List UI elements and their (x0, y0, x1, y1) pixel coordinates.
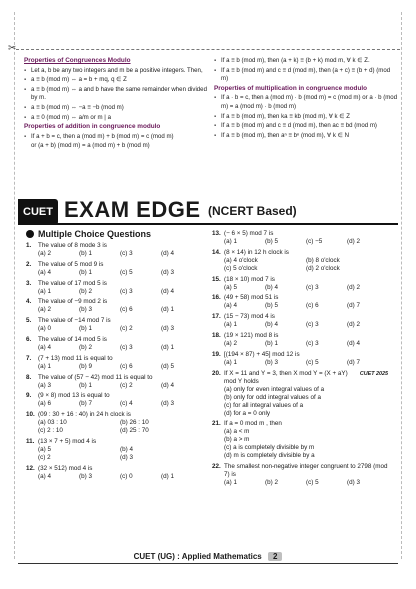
options-row (26, 325, 202, 333)
question-item (212, 351, 388, 367)
options-row (212, 428, 388, 460)
answer-option[interactable]: (d) 7 (347, 358, 360, 366)
answer-option[interactable]: (c) 2 (38, 453, 51, 461)
answer-option[interactable]: (a) 0 (38, 325, 51, 333)
property-item: ▪ a ≡ 0 (mod m) ⇔ a/m or m | a (24, 114, 208, 123)
answer-option[interactable]: (d) 3 (347, 479, 360, 487)
answer-option[interactable]: (a) 4 (224, 302, 237, 310)
answer-option[interactable]: (a) 4 (38, 343, 51, 351)
answer-option[interactable]: (a) 5 (224, 283, 237, 291)
question-item (212, 294, 388, 310)
answer-option[interactable]: (d) 2 (347, 283, 360, 291)
options-row (212, 238, 388, 246)
answer-option[interactable]: (c) 5 (120, 268, 133, 276)
answer-option[interactable]: (b) 1 (79, 325, 92, 333)
options-row (26, 306, 202, 314)
answer-option[interactable]: (d) m is completely divisible by a (224, 452, 315, 460)
question-stem (212, 463, 388, 479)
question-text: The value of 5 mod 9 is (38, 260, 104, 268)
property-item: ▪ If a ≡ b (mod m) and c ≡ d (mod m), then ac ≡ bd (mod m) (214, 122, 398, 131)
answer-option[interactable]: (a) 1 (224, 238, 237, 245)
answer-option[interactable]: (d) 4 (161, 381, 174, 389)
question-text: The smallest non-negative integer congruent to 2798 (mod 7) is (224, 463, 388, 479)
answer-option[interactable]: (d) 7 (347, 302, 360, 310)
question-stem (26, 374, 202, 382)
options-row (26, 288, 202, 296)
answer-option[interactable]: (c) 6 (120, 306, 133, 314)
page-number: 2 (268, 552, 282, 561)
property-item: ▪ If a ≡ b (mod m), then ka ≡ kb (mod m), ∀ k ∈ Z (214, 113, 398, 122)
addition-property: ▪ If a + b = c, then a (mod m) + b (mod m) = c (mod m) (24, 133, 208, 142)
congruence-heading: Properties of Congruences Modulo (24, 57, 131, 64)
answer-option[interactable]: (d) 4 (161, 287, 174, 295)
answer-option[interactable]: (a) 3 (38, 381, 51, 389)
answer-option[interactable]: (a) 6 (38, 400, 51, 408)
question-stem (26, 392, 202, 400)
answer-option[interactable]: (c) for all integral values of a (224, 401, 304, 409)
answer-option[interactable]: (a) 4 o'clock (224, 256, 258, 264)
question-item (26, 242, 202, 258)
questions-left-column (26, 230, 202, 484)
question-text: The value of (57 − 42) mod 11 is equal to (38, 373, 153, 381)
question-number: 17. (212, 313, 221, 321)
question-stem (212, 249, 388, 257)
answer-option[interactable]: (a) 2 (224, 339, 237, 347)
answer-option[interactable]: (d) for a = 0 only (224, 409, 271, 417)
question-item (26, 317, 202, 333)
answer-option[interactable]: (a) 1 (38, 287, 51, 295)
answer-option[interactable]: (b) 1 (79, 268, 92, 276)
answer-option[interactable]: (a) 1 (224, 321, 237, 329)
property-item: ▪ If a ≡ b (mod m) and c ≡ d (mod m), then (a + c) ≡ (b + d) (mod m) (214, 67, 398, 84)
section-bullet-icon (26, 230, 34, 238)
answer-option[interactable]: (b) 5 (265, 238, 278, 245)
property-item: ▪ a ≡ b (mod m) ⇔ a = b + mq, q ∈ Z (24, 76, 208, 85)
answer-option[interactable]: (b) only for odd integral values of a (224, 393, 321, 401)
question-text: The value of 17 mod 5 is (38, 279, 107, 287)
page-footer (0, 552, 416, 561)
question-item (26, 280, 202, 296)
question-item (212, 276, 388, 292)
answer-option[interactable]: (b) 4 (120, 445, 133, 453)
answer-option[interactable]: (a) 4 (38, 268, 51, 276)
options-row (26, 400, 202, 408)
question-text: If a = 0 mod m , then (224, 420, 282, 428)
question-stem (26, 261, 202, 269)
question-number: 3. (26, 279, 32, 287)
question-stem (26, 465, 202, 473)
answer-option[interactable]: (c) 2 (120, 381, 133, 389)
question-item (26, 438, 202, 462)
exam-tag: CUET 2025 (359, 370, 388, 377)
answer-option[interactable]: (a) a < m (224, 428, 250, 436)
question-item (212, 370, 388, 418)
answer-option[interactable]: (b) 1 (79, 381, 92, 389)
left-cut-guide (14, 12, 15, 559)
question-item (26, 355, 202, 371)
answer-option[interactable]: (c) 6 (120, 362, 133, 370)
question-text: If X = 11 and Y = 3, then X mod Y = (X + aY) mod Y holds (224, 369, 348, 385)
options-row (26, 269, 202, 277)
question-item (26, 261, 202, 277)
property-item: ▪ If a ≡ b (mod m), then (a + k) ≡ (b + k) mod m, ∀ k ∈ Z. (214, 57, 398, 66)
question-text: The value of 14 mod 5 is (38, 335, 107, 343)
answer-option[interactable]: (c) 3 (306, 321, 319, 329)
answer-option[interactable]: (c) 6 (306, 302, 319, 310)
question-item (26, 392, 202, 408)
answer-option[interactable]: (d) 2 (347, 238, 360, 245)
answer-option[interactable]: (b) 2 (79, 343, 92, 351)
mcq-heading-text: Multiple Choice Questions (38, 229, 152, 239)
question-item (26, 298, 202, 314)
answer-option[interactable]: (b) 7 (79, 400, 92, 408)
question-number: 11. (26, 437, 35, 445)
answer-option[interactable]: (d) 3 (161, 325, 174, 333)
answer-option[interactable]: (c) 3 (120, 287, 133, 295)
question-number: 13. (212, 230, 221, 237)
right-cut-guide (401, 12, 402, 559)
options-row (212, 257, 388, 273)
question-number: 5. (26, 317, 32, 325)
question-number: 2. (26, 260, 32, 268)
question-stem (26, 242, 202, 250)
question-stem (212, 313, 388, 321)
answer-option[interactable]: (d) 4 (161, 250, 174, 257)
answer-option[interactable]: (c) 2 (120, 325, 133, 333)
cuet-badge: CUET (18, 199, 58, 225)
answer-option[interactable]: (d) 3 (161, 268, 174, 276)
answer-option[interactable]: (c) 3 (306, 283, 319, 291)
answer-option[interactable]: (a) 2 (38, 250, 51, 257)
scissor-icon: ✂ (8, 43, 17, 54)
footer-text: CUET (UG) : Applied Mathematics (133, 552, 262, 561)
question-number: 8. (26, 373, 32, 381)
addition-heading: Properties of addition in congruence modulo (24, 123, 161, 131)
footer-rule (18, 563, 398, 564)
options-row (26, 363, 202, 371)
question-stem (212, 332, 388, 340)
multiplication-heading: Properties of multiplication in congruence modulo (214, 84, 368, 92)
answer-option[interactable]: (b) 2 (79, 287, 92, 295)
question-stem (26, 411, 202, 419)
answer-option[interactable]: (c) −5 (306, 238, 323, 245)
answer-option[interactable]: (d) 4 (347, 339, 360, 347)
question-text: (09 : 30 + 16 : 40) in 24 h clock is (38, 411, 131, 419)
answer-option[interactable]: (a) 03 : 10 (38, 419, 67, 427)
question-area (26, 230, 390, 550)
question-item (26, 465, 202, 481)
question-text: (− 6 × 5) mod 7 is (224, 230, 274, 237)
options-row (212, 340, 388, 348)
question-stem (26, 317, 202, 325)
question-stem (26, 336, 202, 344)
question-text: (19 × 121) mod 8 is (224, 331, 279, 339)
question-stem (212, 230, 388, 238)
question-number: 21. (212, 420, 221, 428)
answer-option[interactable]: (a) 4 (38, 472, 51, 480)
question-stem (26, 355, 202, 363)
options-row (212, 386, 388, 418)
question-number: 4. (26, 298, 32, 306)
question-item (26, 336, 202, 352)
question-number: 6. (26, 335, 32, 343)
answer-option[interactable]: (b) 3 (79, 306, 92, 314)
question-item (212, 332, 388, 348)
question-text: (49 + 58) mod 51 is (224, 294, 279, 302)
property-item: ▪ If a ≡ b (mod m), then aⁿ ≡ bⁿ (mod m), ∀ k ∈ N (214, 132, 398, 141)
options-row (26, 344, 202, 352)
question-number: 14. (212, 248, 221, 256)
options-row (26, 250, 202, 258)
dashed-cut-line (16, 49, 400, 50)
answer-option[interactable]: (b) 4 (265, 321, 278, 329)
answer-option[interactable]: (a) 1 (224, 479, 237, 487)
answer-option[interactable]: (d) 2 (347, 321, 360, 329)
answer-option[interactable]: (b) 1 (79, 250, 92, 257)
question-text: The value of −9 mod 2 is (38, 298, 108, 306)
answer-option[interactable]: (d) 3 (161, 400, 174, 408)
question-number: 16. (212, 294, 221, 302)
question-item (212, 420, 388, 460)
options-row (212, 321, 388, 329)
answer-option[interactable]: (d) 1 (161, 343, 174, 351)
answer-option[interactable]: (a) 2 (38, 306, 51, 314)
question-stem (26, 438, 202, 446)
answer-option[interactable]: (c) 3 (120, 250, 133, 257)
answer-option[interactable]: (a) 1 (38, 362, 51, 370)
question-stem (212, 420, 388, 428)
answer-option[interactable]: (c) 5 (306, 479, 319, 487)
question-item (212, 313, 388, 329)
question-number: 22. (212, 463, 221, 471)
answer-option[interactable]: (b) 26 : 10 (120, 419, 149, 427)
question-item (212, 463, 388, 487)
question-stem (212, 294, 388, 302)
answer-option[interactable]: (b) 3 (79, 472, 92, 480)
answer-option[interactable]: (b) a > m (224, 436, 250, 444)
question-text: (18 × 10) mod 7 is (224, 275, 275, 283)
theory-left-column (24, 56, 208, 152)
answer-option[interactable]: (b) 2 (265, 479, 278, 487)
question-text: (9 × 8) mod 13 is equal to (38, 392, 110, 400)
question-text: (15 − 73) mod 4 is (224, 313, 275, 321)
answer-option[interactable]: (c) 5 (306, 358, 319, 366)
options-row (212, 284, 388, 292)
question-text: (13 × 7 + 5) mod 4 is (38, 437, 97, 445)
question-item (212, 230, 388, 246)
banner-subtitle: (NCERT Based) (208, 204, 297, 218)
question-number: 15. (212, 275, 221, 283)
question-stem (212, 351, 388, 359)
question-text: (8 × 14) in 12 h clock is (224, 248, 289, 256)
answer-option[interactable]: (d) 2 o'clock (306, 264, 340, 272)
answer-option[interactable]: (c) 3 (120, 343, 133, 351)
question-item (26, 411, 202, 435)
question-number: 7. (26, 354, 32, 362)
question-number: 9. (26, 392, 32, 400)
answer-option[interactable]: (d) 1 (161, 306, 174, 314)
addition-property-cont: or (a + b) (mod m) = a (mod m) + b (mod m) (31, 142, 150, 150)
options-row (26, 446, 202, 462)
question-text: The value of 8 mode 3 is (38, 242, 107, 249)
answer-option[interactable]: (b) 3 (265, 358, 278, 366)
answer-option[interactable]: (c) 5 o'clock (224, 264, 258, 272)
question-stem (26, 280, 202, 288)
options-row (212, 302, 388, 310)
answer-option[interactable]: (b) 5 (265, 302, 278, 310)
question-item (26, 374, 202, 390)
answer-option[interactable]: (d) 1 (161, 472, 174, 480)
answer-option[interactable]: (b) 9 (79, 362, 92, 370)
options-row (26, 419, 202, 435)
answer-option[interactable]: (c) 0 (120, 472, 133, 480)
question-number: 18. (212, 331, 221, 339)
answer-option[interactable]: (b) 1 (265, 339, 278, 347)
answer-option[interactable]: (b) 4 (265, 283, 278, 291)
question-number: 1. (26, 242, 32, 249)
question-text: (7 + 13) mod 11 is equal to (38, 354, 113, 362)
answer-option[interactable]: (c) 3 (306, 339, 319, 347)
options-row (26, 382, 202, 390)
banner-title: EXAM EDGE (64, 197, 201, 222)
answer-option[interactable]: (c) a is completely divisible by m (224, 444, 315, 452)
answer-option[interactable]: (c) 4 (120, 400, 133, 408)
question-number: 10. (26, 411, 35, 419)
question-stem (26, 298, 202, 306)
question-text: (32 × 512) mod 4 is (38, 464, 93, 472)
mcq-heading (26, 230, 202, 238)
answer-option[interactable]: (a) 1 (224, 358, 237, 366)
property-item: ▪ a ≡ b (mod m) ⇔ −a ≡ −b (mod m) (24, 104, 208, 113)
options-row (26, 473, 202, 481)
answer-option[interactable]: (a) 5 (38, 445, 51, 453)
options-row (212, 479, 388, 487)
banner-rule (18, 223, 398, 225)
property-item: ▪ If a · b = c, then a (mod m) · b (mod m) = c (mod m) or a · b (mod m) = a (mod m) · b (mod m) (214, 94, 398, 111)
question-item (212, 249, 388, 273)
intro-text: ▪ Let a, b be any two integers and m be a positive integers. Then, (24, 67, 208, 76)
question-number: 12. (26, 464, 35, 472)
answer-option[interactable]: (c) 2 : 10 (38, 427, 63, 435)
question-number: 20. (212, 369, 221, 377)
answer-option[interactable]: (a) only for even integral values of a (224, 385, 325, 393)
question-number: 19. (212, 350, 221, 358)
answer-option[interactable]: (d) 25 : 70 (120, 427, 149, 435)
theory-right-column (214, 56, 398, 141)
answer-option[interactable]: (b) 8 o'clock (306, 256, 340, 264)
question-text: [(194 × 87) + 45] mod 12 is (224, 350, 300, 358)
question-stem (212, 276, 388, 284)
questions-right-column (212, 230, 388, 490)
answer-option[interactable]: (d) 5 (161, 362, 174, 370)
property-item: ▪ a ≡ b (mod m) ⇔ a and b have the same remainder when divided by m. (24, 86, 208, 103)
options-row (212, 359, 388, 367)
question-text: The value of −14 mod 7 is (38, 317, 111, 325)
question-stem (212, 370, 360, 386)
answer-option[interactable]: (d) 3 (120, 453, 133, 461)
